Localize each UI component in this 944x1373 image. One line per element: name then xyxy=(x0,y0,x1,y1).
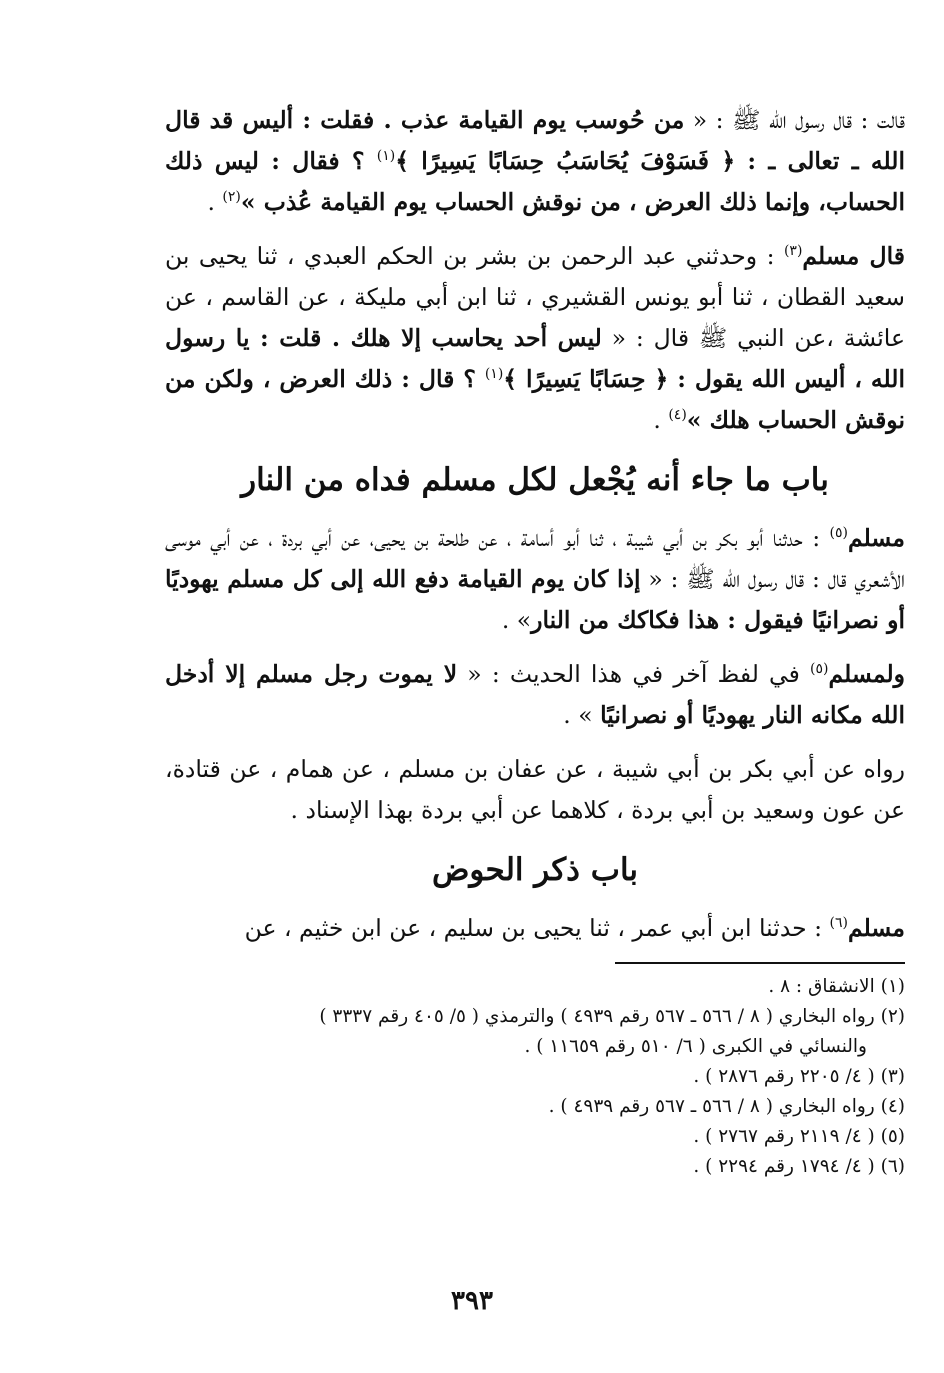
footnote: (٣) ( ٤/ ٢٢٠٥ رقم ٢٨٧٦ ) . xyxy=(693,1066,905,1087)
paragraph xyxy=(165,749,905,831)
text-segment: : حدثنا أبو بكر بن أبي شيبة ، ثنا أبو أسامة ، عن طلحة بن يحيى، عن أبي بردة ، عن أبي موسى الأشعري قال : قال رسول الله ﷺ : « xyxy=(165,524,905,593)
footnote: (٥) ( ٤/ ٢١١٩ رقم ٢٧٦٧ ) . xyxy=(693,1126,905,1147)
paragraph xyxy=(165,908,905,949)
text-segment: ليس أحد يحاسب إلا هلك . قلت : يا رسول الله ، أليس الله يقول : ﴿ حِسَابًا يَسِيرًا ﴾ xyxy=(165,324,905,393)
text-segment: : حدثنا ابن أبي عمر ، ثنا يحيى بن سليم ، عن ابن خثيم ، عن xyxy=(244,914,830,942)
footnote-marker: (٢) xyxy=(222,189,241,206)
text-segment: رواه عن أبي بكر بن أبي شيبة ، عن عفان بن مسلم ، عن همام ، عن قتادة، عن عون وسعيد بن أبي بردة ، كلاهما عن أبي بردة بهذا الإسناد . xyxy=(165,755,905,824)
text-segment: » . xyxy=(501,606,532,634)
text-segment: قالت : قال رسول الله ﷺ : « xyxy=(684,106,906,134)
footnotes xyxy=(165,972,905,1182)
text-segment: إذا كان يوم القيامة دفع الله إلى كل مسلم يهوديًا أو نصرانيًا فيقول : هذا فكاكك من النار xyxy=(165,565,905,634)
footnote: (٤) رواه البخاري ( ٨ / ٥٦٦ ـ ٥٦٧ رقم ٤٩٣٩ ) . xyxy=(548,1096,905,1117)
footnote: والنسائي في الكبرى ( ٦/ ٥١٠ رقم ١١٦٥٩ ) . xyxy=(524,1036,867,1057)
text-segment: » . xyxy=(563,701,601,729)
footnote-marker: (١) xyxy=(376,148,396,165)
text-segment: ؟ فقال : ليس ذلك الحساب، وإنما ذلك العرض ، من نوقش الحساب يوم القيامة عُذب » xyxy=(165,147,905,216)
paragraph xyxy=(165,100,905,223)
text-segment: ؟ قال : ذلك العرض ، ولكن من نوقش الحساب هلك » xyxy=(165,365,905,434)
footnote: (٦) ( ٤/ ١٧٩٤ رقم ٢٢٩٤ ) . xyxy=(693,1156,905,1177)
text-segment: في لفظ آخر في هذا الحديث : « xyxy=(457,660,811,688)
chapter-heading-hawd: باب ذكر الحوض xyxy=(431,852,639,888)
text-segment: مسلم xyxy=(848,914,905,942)
text-segment: . xyxy=(653,406,669,434)
footnote-marker: (٣) xyxy=(783,243,803,260)
footnote-separator xyxy=(615,962,905,964)
section-hadith-hawd xyxy=(165,908,905,949)
chapter-heading-ransom: باب ما جاء أنه يُجْعل لكل مسلم فداه من النار xyxy=(241,462,829,498)
footnote-marker: (٦) xyxy=(829,915,849,932)
paragraph xyxy=(165,518,905,641)
text-segment: ولمسلم xyxy=(828,660,905,688)
text-segment: : وحدثني عبد الرحمن بن بشر بن الحكم العبدي ، ثنا يحيى بن سعيد القطان ، ثنا أبو يونس القشيري ، ثنا ابن أبي مليكة ، عن القاسم ، عن عائشة ،عن النبي ﷺ قال : « xyxy=(165,242,905,352)
footnote: (٢) رواه البخاري ( ٨ / ٥٦٦ ـ ٥٦٧ رقم ٤٩٣٩ ) والترمذي ( ٥/ ٤٠٥ رقم ٣٣٣٧ ) xyxy=(319,1006,905,1027)
text-segment: لا يموت رجل مسلم إلا أدخل الله مكانه النار يهوديًا أو نصرانيًا xyxy=(165,660,905,729)
footnote: (١) الانشقاق : ٨ . xyxy=(768,976,905,997)
footnote-marker: (١) xyxy=(484,366,504,383)
footnote-marker: (٥) xyxy=(829,525,849,542)
paragraph xyxy=(165,654,905,736)
footnote-marker: (٥) xyxy=(810,661,829,678)
text-segment: من حُوسب يوم القيامة عذب . فقلت : أليس قد قال الله ـ تعالى ـ : ﴿ فَسَوْفَ يُحَاسَبُ حِسَابًا يَسِيرًا ﴾ xyxy=(165,106,905,175)
text-segment: . xyxy=(207,188,223,216)
paragraph xyxy=(165,236,905,441)
text-segment: مسلم xyxy=(848,524,905,552)
text-segment: قال مسلم xyxy=(802,242,905,270)
page-body xyxy=(165,100,905,1182)
section-hadith-ransom xyxy=(165,518,905,831)
section-hadith-hisab xyxy=(165,100,905,441)
page-number: ٣٩٣ xyxy=(451,1286,493,1316)
footnote-marker: (٤) xyxy=(668,407,687,424)
